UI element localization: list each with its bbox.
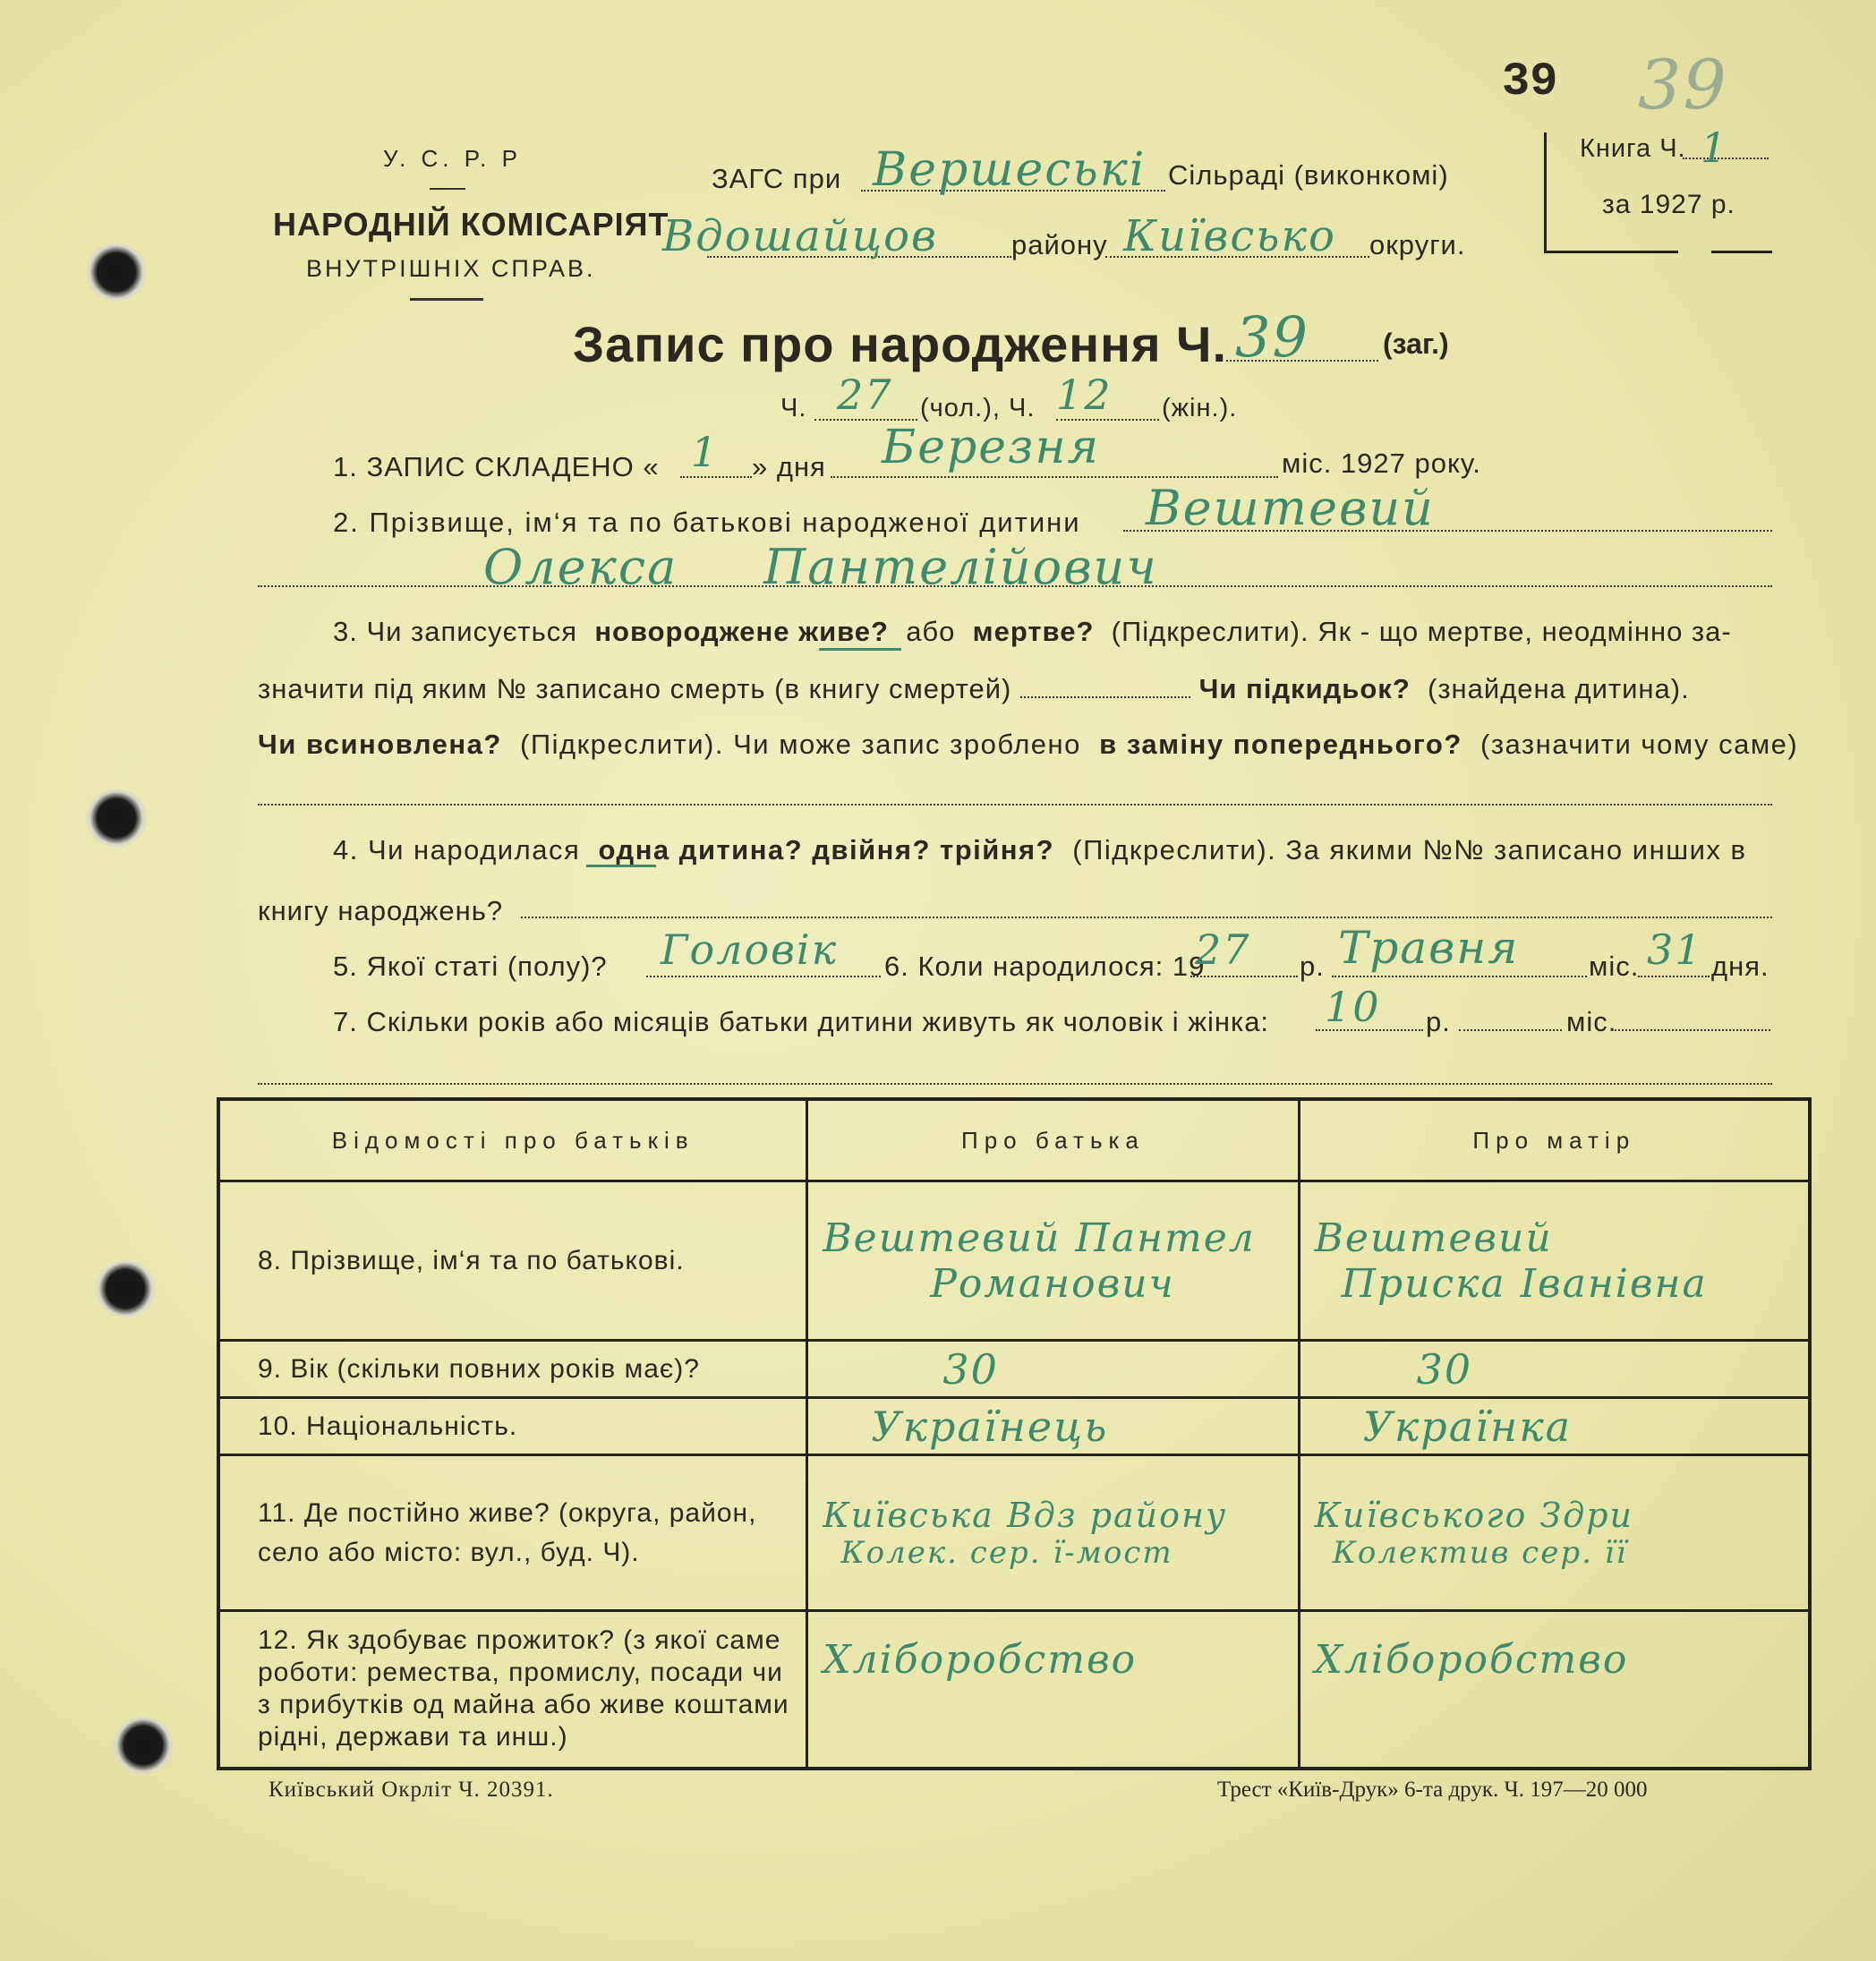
f1-day: 1 [691, 428, 720, 476]
f2-label: 2. Прізвище, ім‘я та по батькові народженої дитини [333, 507, 1081, 538]
f4-line2: книгу народжень? [258, 895, 504, 926]
divider [410, 298, 483, 301]
row-label: 11. Де постійно живе? (округа, район, село або місто: вул., буд. Ч). [218, 1455, 807, 1611]
dotted-line [1611, 1029, 1770, 1031]
mother-name: Вештевий Приска Іванівна [1299, 1181, 1810, 1341]
dotted-line [1638, 976, 1710, 977]
mother-residence: Київського Здри Колектив сер. її [1299, 1455, 1810, 1611]
male-number: 27 [837, 371, 893, 419]
underline-mark [819, 648, 901, 651]
ministry-title: НАРОДНІЙ КОМІСАРІЯТ [273, 206, 669, 243]
dotted-line [1459, 1029, 1562, 1031]
table-header-row [218, 1099, 1810, 1181]
record-number: 39 [1235, 304, 1309, 370]
book-box-line [1544, 251, 1678, 253]
male-label: (чол.), Ч. [920, 394, 1036, 422]
dotted-line [258, 804, 1772, 806]
f7-mis: міс. [1566, 1006, 1617, 1037]
republic-label: У. С. Р. Р [383, 145, 522, 172]
mother-occupation: Хліборобство [1299, 1611, 1810, 1769]
page-number-handwritten: 39 [1638, 45, 1728, 124]
f1-label: 1. ЗАПИС СКЛАДЕНО « [333, 451, 660, 482]
district-label: району [1011, 229, 1108, 260]
table-row [218, 1341, 1810, 1398]
book-number: 1 [1701, 124, 1729, 172]
f2-surname: Вештевий [1146, 480, 1435, 536]
table-row [218, 1455, 1810, 1611]
f4-line1: 4. Чи народилася одна дитина? двійня? трійня? (Підкреслити). За якими №№ записано инших в [333, 834, 1747, 865]
punch-hole [85, 789, 148, 847]
f3-line2: значити під яким № записано смерть (в книгу смертей) Чи підкидьок? (знайдена дитина). [258, 673, 1690, 704]
divider [430, 188, 465, 190]
f6-label: 6. Коли народилося: 19 [884, 951, 1206, 982]
book-box-line [1544, 132, 1547, 252]
f6-year: 27 [1195, 925, 1251, 974]
footer-right: Трест «Київ-Друк» 6-та друк. Ч. 197—20 000 [1217, 1778, 1648, 1802]
f6-day: 31 [1647, 925, 1703, 974]
father-age: 30 [807, 1341, 1299, 1398]
punch-hole [85, 243, 148, 301]
f3-line3: Чи всиновлена? (Підкреслити). Чи може запис зроблено в заміну попереднього? (зазначити чому саме) [258, 729, 1799, 760]
mother-age: 30 [1299, 1341, 1810, 1398]
column-header-father: Про батька [807, 1099, 1299, 1181]
row-label: 10. Національність. [218, 1398, 807, 1455]
female-label: (жін.). [1162, 394, 1238, 422]
district-value: Вдошайцов [662, 211, 938, 261]
punch-hole [112, 1717, 175, 1774]
father-occupation: Хліборобство [807, 1611, 1299, 1769]
book-label: Книга Ч. [1580, 134, 1686, 163]
parents-table [217, 1097, 1812, 1770]
f7-years: 10 [1325, 983, 1381, 1031]
book-year: за 1927 р. [1602, 190, 1735, 219]
record-suffix: (заг.) [1383, 328, 1449, 360]
f7-r: р. [1426, 1006, 1451, 1037]
f6-r: р. [1300, 951, 1325, 982]
female-number: 12 [1056, 371, 1113, 419]
dotted-line [646, 976, 881, 977]
mother-nationality: Українка [1299, 1398, 1810, 1455]
column-header-mother: Про матір [1299, 1099, 1810, 1181]
f1-end: міс. 1927 року. [1282, 448, 1481, 479]
zags-prefix: ЗАГС при [712, 163, 842, 194]
f2-name: Олекса Пантелійович [483, 539, 1158, 595]
dotted-line [1190, 976, 1298, 977]
table-row [218, 1611, 1810, 1769]
f1-mid: » дня [752, 451, 826, 482]
zags-village: Вершеські [873, 143, 1147, 197]
zags-village-suffix: Сільраді (виконкомі) [1168, 159, 1449, 191]
page-number-stamp: 39 [1502, 55, 1558, 108]
table-row [218, 1181, 1810, 1341]
footer-left: Київський Окрліт Ч. 20391. [269, 1778, 554, 1802]
f6-dnya: дня. [1711, 951, 1769, 982]
punch-hole [94, 1260, 157, 1317]
father-residence: Київська Вдз району Колек. сер. ї-мост [807, 1455, 1299, 1611]
f1-month: Березня [882, 421, 1101, 474]
record-title: Запис про народження Ч. [573, 316, 1228, 372]
f5-value: Головік [661, 925, 839, 974]
okrug-label: округи. [1369, 229, 1466, 260]
book-box-line [1711, 251, 1772, 253]
father-name: Вештевий Пантел Романович [807, 1181, 1299, 1341]
dotted-line [680, 476, 752, 478]
dotted-line [258, 1083, 1772, 1085]
dotted-line [831, 476, 1278, 478]
f6-month: Травня [1338, 922, 1520, 974]
ch-label: Ч. [780, 394, 807, 422]
okrug-value: Київсько [1123, 211, 1336, 261]
dotted-line [1332, 976, 1587, 977]
f7-label: 7. Скільки років або місяців батьки дитини живуть як чоловік і жінка: [333, 1006, 1270, 1037]
f6-mis: міс. [1589, 951, 1640, 982]
f5-label: 5. Якої статі (полу)? [333, 951, 608, 982]
underline-mark [586, 865, 656, 867]
table-row [218, 1398, 1810, 1455]
father-nationality: Українець [807, 1398, 1299, 1455]
f3-line1: 3. Чи записується новороджене живе? або мертве? (Підкреслити). Як - що мертве, неодмінно за- [333, 616, 1732, 647]
row-label: 8. Прізвище, ім‘я та по батькові. [218, 1181, 807, 1341]
department-title: ВНУТРІШНІХ СПРАВ. [306, 255, 596, 282]
row-label: 9. Вік (скільки повних років має)? [218, 1341, 807, 1398]
dotted-line [521, 917, 1772, 918]
row-label: 12. Як здобуває прожиток? (з якої саме роботи: ремества, промислу, посади чи з прибутків од майна або живе коштами рідні, держави та инш.) [218, 1611, 807, 1769]
column-header-info: Відомості про батьків [218, 1099, 807, 1181]
